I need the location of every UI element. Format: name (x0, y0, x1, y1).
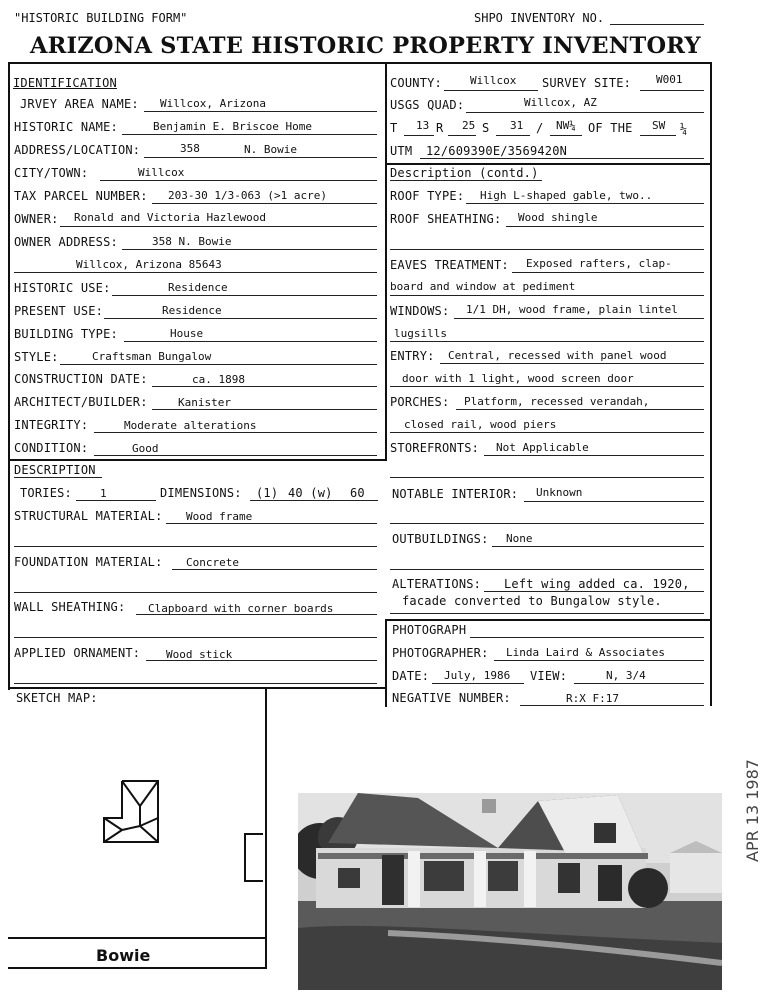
entry-value-2: door with 1 light, wood screen door (402, 372, 634, 385)
historic-use-label: HISTORIC USE: (14, 281, 111, 295)
dimensions-label: DIMENSIONS: (160, 486, 242, 500)
description-contd-heading: Description (contd.) (390, 166, 539, 180)
historic-name-value: Benjamin E. Briscoe Home (153, 120, 312, 133)
style-value: Craftsman Bungalow (92, 350, 212, 363)
stories-value: 1 (100, 487, 107, 500)
survey-site-label: SURVEY SITE: (542, 76, 632, 90)
wall-label: WALL SHEATHING: (14, 600, 126, 614)
historic-name-line (122, 134, 377, 135)
address-label: ADDRESS/LOCATION: (14, 143, 141, 157)
usgs-label: USGS QUAD: (390, 98, 465, 112)
windows-line (454, 318, 704, 319)
city-line (100, 180, 377, 181)
porches-value-2: closed rail, wood piers (404, 418, 557, 431)
condition-line (94, 455, 377, 456)
stories-line (76, 500, 156, 501)
photograph-heading-line (470, 637, 704, 638)
ornament-value: Wood stick (166, 648, 233, 661)
quarter-label: ¼ (680, 122, 688, 136)
integrity-value: Moderate alterations (124, 419, 257, 432)
county-line (444, 90, 538, 91)
photographer-line (494, 660, 704, 661)
entry-label: ENTRY: (390, 349, 435, 363)
eaves-value-1: Exposed rafters, clap- (526, 257, 672, 270)
nw-value: NW¼ (556, 119, 576, 132)
alterations-value-2: facade converted to Bungalow style. (402, 594, 662, 608)
porches-line-2 (390, 432, 704, 433)
slash: / (536, 121, 544, 135)
windows-line-2 (390, 341, 704, 342)
style-label: STYLE: (14, 350, 59, 364)
windows-label: WINDOWS: (390, 304, 450, 318)
alterations-line-2 (390, 613, 704, 614)
present-use-line (104, 318, 377, 319)
owner-address-label: OWNER ADDRESS: (14, 235, 118, 249)
entry-line-2 (390, 386, 704, 387)
historic-use-line (112, 295, 377, 296)
notable-interior-value: Unknown (536, 486, 583, 499)
utm-value: 12/609390E/3569420N (426, 144, 568, 158)
roof-sheathing-label: ROOF SHEATHING: (390, 212, 502, 226)
city-label: CITY/TOWN: (14, 166, 89, 180)
identification-heading: IDENTIFICATION (13, 76, 117, 90)
historic-name-label: HISTORIC NAME: (14, 120, 118, 134)
structural-value: Wood frame (186, 510, 253, 523)
entry-line (440, 363, 704, 364)
address-line (144, 157, 377, 158)
wall-value: Clapboard with corner boards (148, 602, 334, 615)
owner-line (60, 226, 377, 227)
foundation-label: FOUNDATION MATERIAL: (14, 555, 163, 569)
windows-value-1: 1/1 DH, wood frame, plain lintel (466, 303, 678, 316)
nw-line (550, 135, 582, 136)
s-value: 31 (510, 119, 524, 132)
building-footprint (96, 770, 166, 850)
sw-line (640, 135, 676, 136)
wall-line-2 (14, 637, 377, 638)
county-label: COUNTY: (390, 76, 442, 90)
location-bottom (386, 163, 712, 165)
roof-type-label: ROOF TYPE: (390, 189, 465, 203)
building-type-value: House (170, 327, 204, 340)
alterations-label: ALTERATIONS: (392, 577, 482, 591)
adjacent-structure (244, 833, 263, 882)
frame-top (8, 62, 712, 64)
condition-value: Good (132, 442, 159, 455)
roof-sheathing-value: Wood shingle (518, 211, 598, 224)
outbuildings-line-2 (390, 569, 704, 570)
owner-address-2: Willcox, Arizona 85643 (76, 258, 222, 271)
storefronts-label: STOREFRONTS: (390, 441, 480, 455)
view-value: N, 3/4 (606, 669, 646, 682)
historic-use-value: Residence (168, 281, 228, 294)
r-line (448, 135, 476, 136)
owner-address-line (122, 249, 377, 250)
foundation-line (172, 569, 377, 570)
architect-line (152, 409, 377, 410)
porches-label: PORCHES: (390, 395, 450, 409)
porches-line (456, 409, 704, 410)
address-number: 358 (180, 142, 200, 155)
construction-label: CONSTRUCTION DATE: (14, 372, 148, 386)
ornament-label: APPLIED ORNAMENT: (14, 646, 141, 660)
survey-area-label: JRVEY AREA NAME: (20, 97, 139, 111)
photograph-heading: PHOTOGRAPH (392, 623, 467, 637)
dimension-3: 60 (350, 486, 365, 500)
owner-label: OWNER: (14, 212, 59, 226)
notable-interior-line (524, 501, 704, 502)
identification-bottom (8, 459, 387, 461)
eaves-line (512, 272, 704, 273)
dimension-1: (1) (256, 486, 279, 500)
integrity-label: INTEGRITY: (14, 418, 89, 432)
ornament-line-2 (14, 683, 377, 684)
dimension-2: 40 (w) (288, 486, 333, 500)
roof-type-value: High L-shaped gable, two.. (480, 189, 653, 202)
notable-interior-line-2 (390, 523, 704, 524)
eaves-label: EAVES TREATMENT: (390, 258, 509, 272)
style-line (60, 364, 377, 365)
utm-line (420, 158, 704, 159)
building-type-label: BUILDING TYPE: (14, 327, 118, 341)
structural-label: STRUCTURAL MATERIAL: (14, 509, 163, 523)
r-label: R (436, 121, 444, 135)
of-the-label: OF THE (588, 121, 633, 135)
description-bottom (8, 687, 386, 689)
date-value: July, 1986 (444, 669, 511, 682)
frame-left (8, 62, 10, 690)
owner-value: Ronald and Victoria Hazlewood (74, 211, 267, 224)
photographer-label: PHOTOGRAPHER: (392, 646, 489, 660)
frame-center-upper (385, 62, 387, 460)
street-name: Bowie (96, 946, 151, 965)
utm-label: UTM (390, 144, 413, 158)
county-value: Willcox (470, 74, 517, 87)
s-label: S (482, 121, 490, 135)
date-line (432, 683, 524, 684)
sketch-right (265, 689, 267, 969)
structural-line (166, 523, 377, 524)
architect-value: Kanister (178, 396, 231, 409)
storefronts-line-2 (390, 477, 704, 478)
photographer-value: Linda Laird & Associates (506, 646, 665, 659)
owner-address-1: 358 N. Bowie (152, 235, 232, 248)
inventory-no-field[interactable] (610, 24, 704, 25)
outbuildings-line (492, 546, 704, 547)
roof-sheathing-line-2 (390, 249, 704, 250)
present-use-label: PRESENT USE: (14, 304, 104, 318)
outbuildings-value: None (506, 532, 533, 545)
usgs-line (466, 112, 704, 113)
frame-right (710, 62, 712, 706)
tax-value: 203-30 1/3-063 (>1 acre) (168, 189, 327, 202)
eaves-line-2 (390, 295, 704, 296)
s-line (496, 135, 530, 136)
condition-label: CONDITION: (14, 441, 89, 455)
entry-value-1: Central, recessed with panel wood (448, 349, 667, 362)
description-contd-underline (390, 180, 542, 181)
porches-value-1: Platform, recessed verandah, (464, 395, 650, 408)
foundation-line-2 (14, 592, 377, 593)
negative-value: R:X F:17 (566, 692, 619, 705)
foundation-value: Concrete (186, 556, 239, 569)
survey-area-line (144, 111, 377, 112)
dimensions-line (250, 500, 378, 501)
usgs-value: Willcox, AZ (524, 96, 597, 109)
alterations-line (484, 591, 704, 592)
city-value: Willcox (138, 166, 185, 179)
photograph-top (386, 619, 712, 621)
address-street: N. Bowie (244, 143, 297, 156)
roof-type-line (466, 203, 704, 204)
eaves-value-2: board and window at pediment (390, 280, 576, 293)
street-line-top (8, 937, 266, 939)
t-line (404, 135, 434, 136)
date-label: DATE: (392, 669, 430, 683)
negative-label: NEGATIVE NUMBER: (392, 691, 511, 705)
stamp-text: APR 13 1987 (743, 759, 762, 862)
sw-value: SW (652, 119, 666, 132)
t-label: T (390, 121, 398, 135)
negative-line (520, 705, 704, 706)
present-use-value: Residence (162, 304, 222, 317)
structural-line-2 (14, 546, 377, 547)
house-photograph (298, 793, 722, 990)
t-value: 13 (416, 119, 430, 132)
tax-label: TAX PARCEL NUMBER: (14, 189, 148, 203)
survey-site-line (640, 90, 704, 91)
alterations-value-1: Left wing added ca. 1920, (504, 577, 690, 591)
integrity-line (94, 432, 377, 433)
notable-interior-label: NOTABLE INTERIOR: (392, 487, 519, 501)
street-line-bottom (8, 967, 266, 969)
construction-value: ca. 1898 (192, 373, 245, 386)
description-heading: DESCRIPTION (14, 463, 96, 477)
tax-line (152, 203, 377, 204)
survey-site-value: W001 (656, 73, 683, 86)
windows-value-2: lugsills (394, 327, 447, 340)
view-line (574, 683, 704, 684)
photograph-left (385, 619, 387, 707)
inventory-no-label: SHPO INVENTORY NO. (474, 11, 605, 25)
roof-sheathing-line (506, 226, 704, 227)
owner-address-line-2 (14, 272, 377, 273)
r-value: 25 (462, 119, 476, 132)
description-underline (14, 477, 102, 478)
construction-line (152, 386, 377, 387)
storefronts-value: Not Applicable (496, 441, 589, 454)
page-title: ARIZONA STATE HISTORIC PROPERTY INVENTORY (30, 33, 701, 59)
sketch-map-label: SKETCH MAP: (16, 691, 98, 705)
storefronts-line (484, 455, 704, 456)
building-type-line (124, 341, 377, 342)
form-tag: "HISTORIC BUILDING FORM" (14, 11, 188, 25)
received-date-stamp (743, 759, 762, 862)
outbuildings-label: OUTBUILDINGS: (392, 532, 489, 546)
stories-label: TORIES: (20, 486, 72, 500)
view-label: VIEW: (530, 669, 568, 683)
architect-label: ARCHITECT/BUILDER: (14, 395, 148, 409)
survey-area-value: Willcox, Arizona (160, 97, 266, 110)
